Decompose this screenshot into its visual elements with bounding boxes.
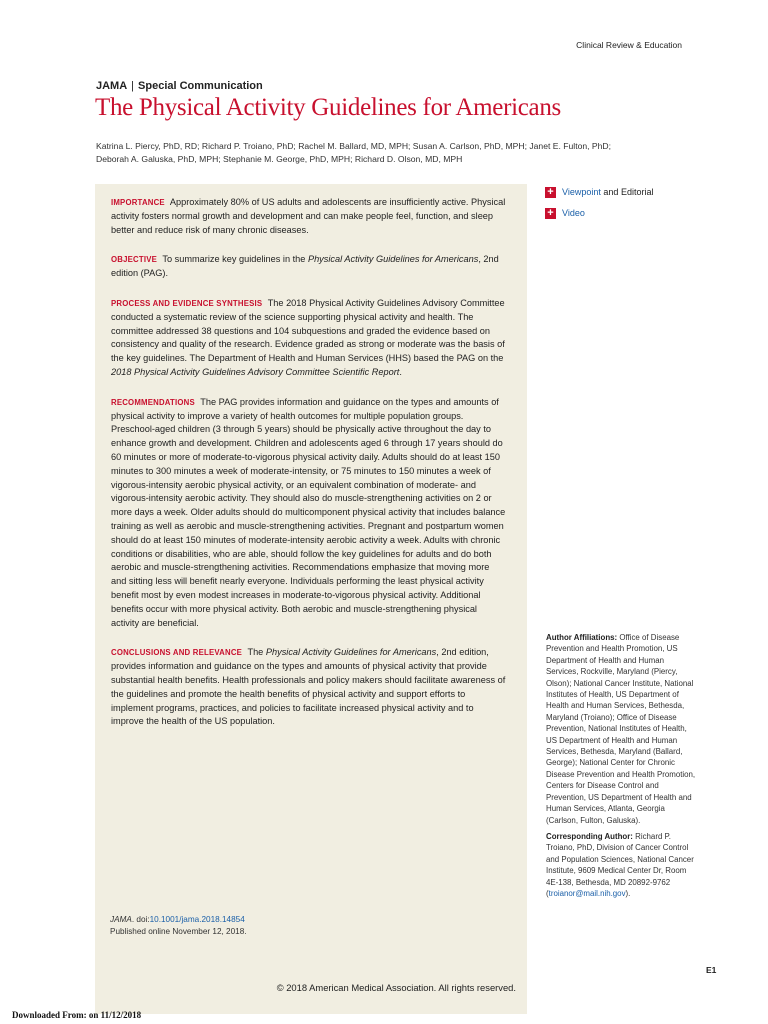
viewpoint-editorial-link[interactable] bbox=[545, 182, 653, 203]
corresponding-email[interactable]: troianor@mail.nih.gov bbox=[548, 888, 626, 898]
citation-doi-prefix: . doi: bbox=[131, 915, 150, 924]
recommendations-text: The PAG provides information and guidance on the types and amounts of physical activity to improve a variety of health outcomes for multiple population groups. Preschool-aged children (3 through 5 years) should be physically active throughout the day to enhance growth and development. Children and adolescents aged 6 through 17 years should do 60 minutes or more of moderate-to-vigorous physical activity daily. Adults should do at least 150 minutes to 300 minutes a week of moderate-intensity, or 75 minutes to 150 minutes a week of vigorous-intensity aerobic physical activity, or an equivalent combination of moderate- and vigorous-intensity aerobic activity. They should also do muscle-strengthening activities on 2 or more days a week. Older adults should do multicomponent physical activity that includes balance training as well as aerobic and muscle-strengthening activities. Pregnant and postpartum women should do at least 150 minutes of moderate-intensity aerobic activity a week. Adults with chronic conditions or disabilities, who are able, should follow the key guidelines for adults and do both aerobic and muscle-strengthening activities. Recommendations emphasize that moving more and sitting less will benefit nearly everyone. Individuals performing the least physical activity benefit most by even modest increases in moderate-to-vigorous physical activity. Additional benefits occur with more physical activity. Both aerobic and muscle-strengthening physical activity are beneficial. bbox=[111, 396, 506, 628]
conclusions-text-before: The bbox=[247, 647, 264, 658]
published-date: Published online November 12, 2018. bbox=[110, 927, 247, 936]
citation-journal: JAMA bbox=[110, 915, 132, 924]
related-content-links bbox=[545, 182, 653, 224]
plus-icon: + bbox=[545, 187, 556, 198]
viewpoint-label[interactable]: Viewpoint bbox=[562, 187, 601, 197]
objective-italic: Physical Activity Guidelines for Americans bbox=[307, 254, 479, 265]
process-text-after: . bbox=[399, 366, 402, 377]
corresponding-label: Corresponding Author: bbox=[546, 831, 633, 841]
conclusions-text-after: , 2nd edition, provides information and guidance on the types and amounts of physical activity that provide substantial health benefits. Health professionals and policy makers should facilitate awareness of the guidelines and promote the health benefits of physical activity and support efforts to implement programs, practices, and policies to facilitate increased physical activity and to improve the health of the US population. bbox=[111, 647, 506, 727]
process-italic: 2018 Physical Activity Guidelines Advisory Committee Scientific Report bbox=[111, 366, 400, 377]
author-line-2: Deborah A. Galuska, PhD, MPH; Stephanie M. George, PhD, MPH; Richard D. Olson, MD, MPH bbox=[96, 154, 463, 164]
video-link[interactable] bbox=[545, 203, 653, 224]
copyright-notice: © 2018 American Medical Association. All rights reserved. bbox=[276, 982, 516, 993]
section-header: Clinical Review & Education bbox=[576, 40, 682, 50]
corresponding-close: ). bbox=[625, 888, 631, 898]
article-type: Special Communication bbox=[138, 80, 263, 92]
abstract-process bbox=[111, 297, 507, 380]
objective-label: OBJECTIVE bbox=[111, 255, 157, 265]
objective-text-after: , 2nd edition (PAG). bbox=[111, 254, 499, 279]
importance-label: IMPORTANCE bbox=[111, 198, 165, 207]
author-affiliations bbox=[546, 632, 696, 899]
plus-icon: + bbox=[545, 208, 556, 219]
author-list bbox=[96, 140, 616, 166]
recommendations-label: RECOMMENDATIONS bbox=[111, 397, 195, 407]
download-stamp: Downloaded From: on 11/12/2018 bbox=[12, 1010, 142, 1020]
process-label: PROCESS AND EVIDENCE SYNTHESIS bbox=[111, 298, 263, 308]
affiliations-label: Author Affiliations: bbox=[546, 633, 618, 642]
affiliations-text: Office of Disease Prevention and Health Promotion, US Department of Health and Human Services, Rockville, Maryland (Piercy, Olson); National Cancer Institute, National Institutes of Health, US Department of Health and Human Services, Bethesda, Maryland (Troiano); Office of Disease Prevention, National Institutes of Health, US Department of Health and Human Services, Bethesda, Maryland (Ballard, George); National Center for Chronic Disease Prevention and Health Promotion, Centers for Disease Control and Prevention, US Department of Health and Human Services, Atlanta, Georgia (Carlson, Fulton, Galuska). bbox=[546, 633, 696, 825]
video-label[interactable]: Video bbox=[562, 208, 585, 218]
abstract-objective bbox=[111, 253, 507, 281]
article-title: The Physical Activity Guidelines for Americans bbox=[95, 94, 561, 121]
journal-name: JAMA bbox=[96, 80, 128, 92]
conclusions-label: CONCLUSIONS AND RELEVANCE bbox=[111, 648, 243, 658]
corresponding-text: Richard P. Troiano, PhD, Division of Cancer Control and Population Sciences, National Cancer Institute, 9609 Medical Center Dr, Room 4E-138, Bethesda, MD 20892-9762 ( bbox=[546, 831, 694, 898]
conclusions-italic: Physical Activity Guidelines for Americans bbox=[265, 647, 437, 658]
editorial-label[interactable]: Editorial bbox=[620, 187, 654, 197]
abstract-panel bbox=[95, 184, 527, 1014]
journal-line bbox=[96, 80, 263, 92]
page-number: E1 bbox=[706, 965, 717, 975]
journal-separator: | bbox=[131, 80, 135, 92]
abstract-conclusions bbox=[111, 646, 507, 729]
author-line-1: Katrina L. Piercy, PhD, RD; Richard P. Troiano, PhD; Rachel M. Ballard, MD, MPH; Susan A. Carlson, PhD, MPH; Janet E. Fulton, PhD; bbox=[96, 141, 612, 151]
abstract-importance bbox=[111, 196, 507, 237]
process-text-before: The 2018 Physical Activity Guidelines Advisory Committee conducted a systematic review of the science supporting physical activity and health. The committee addressed 38 questions and 104 subquestions and graded the evidence based on consistency and quality of the research. Evidence graded as strong or moderate was the basis of the key guidelines. The Department of Health and Human Services (HHS) based the PAG on the bbox=[111, 297, 505, 364]
citation-block bbox=[110, 914, 247, 938]
importance-text: Approximately 80% of US adults and adolescents are insufficiently active. Physical activity fosters normal growth and development and can make people feel, function, and sleep better and reduce risk of many chronic diseases. bbox=[111, 197, 506, 235]
doi-link[interactable]: 10.1001/jama.2018.14854 bbox=[149, 915, 245, 924]
abstract-recommendations bbox=[111, 396, 507, 631]
and-label: and bbox=[603, 187, 619, 197]
objective-text-before: To summarize key guidelines in the bbox=[162, 254, 306, 265]
